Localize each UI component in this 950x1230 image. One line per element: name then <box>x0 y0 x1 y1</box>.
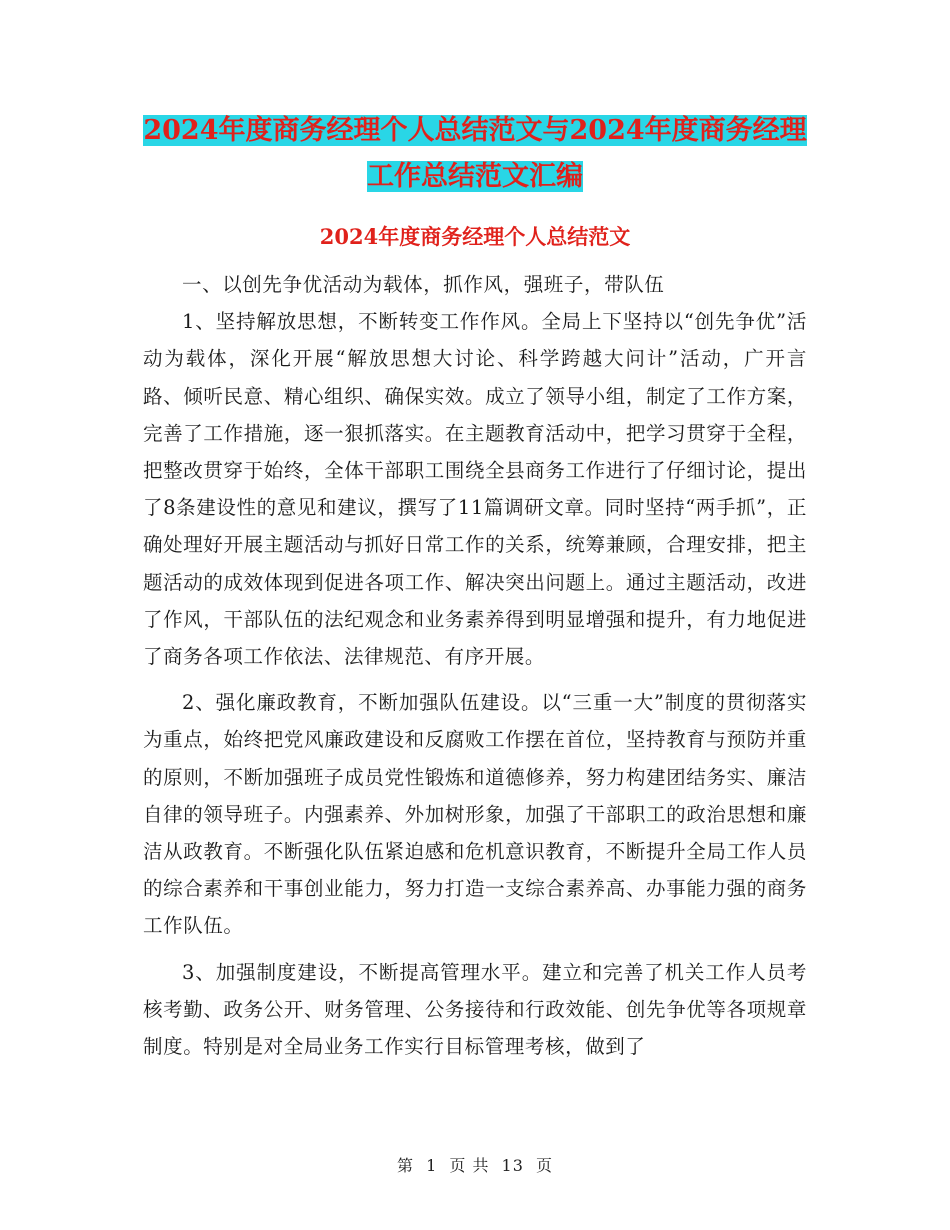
footer-page-number: 1 <box>426 1156 438 1175</box>
body-paragraph: 1、坚持解放思想，不断转变工作作风。全局上下坚持以“创先争优”活动为载体，深化开展“解放思想大讨论、科学跨越大问计”活动，广开言路、倾听民意、精心组织、确保实效。成立了领导小组，制定了工作方案，完善了工作措施，逐一狠抓落实。在主题教育活动中，把学习贯穿于全程，把整改贯穿于始终，全体干部职工围绕全县商务工作进行了仔细讨论，提出了8条建设性的意见和建议，撰写了11篇调研文章。同时坚持“两手抓”，正确处理好开展主题活动与抓好日常工作的关系，统筹兼顾，合理安排，把主题活动的成效体现到促进各项工作、解决突出问题上。通过主题活动，改进了作风，干部队伍的法纪观念和业务素养得到明显增强和提升，有力地促进了商务各项工作依法、法律规范、有序开展。 <box>143 310 807 669</box>
page-footer <box>0 1153 950 1176</box>
section-title: 2024年度商务经理个人总结范文 <box>319 224 631 249</box>
footer-suffix: 页 <box>536 1156 554 1175</box>
document-title <box>0 108 950 200</box>
document-body <box>143 266 807 1065</box>
document-title-line1: 2024年度商务经理个人总结范文与2024年度商务经理 <box>143 115 807 146</box>
body-paragraph: 2、强化廉政教育，不断加强队伍建设。以“三重一大”制度的贯彻落实为重点，始终把党风廉政建设和反腐败工作摆在首位，坚持教育与预防并重的原则，不断加强班子成员党性锻炼和道德修养，努力构建团结务实、廉洁自律的领导班子。内强素养、外加树形象，加强了干部职工的政治思想和廉洁从政教育。不断强化队伍紧迫感和危机意识教育，不断提升全局工作人员的综合素养和干事创业能力，努力打造一支综合素养高、办事能力强的商务工作队伍。 <box>143 691 807 938</box>
heading-paragraph: 一、以创先争优活动为载体，抓作风，强班子，带队伍 <box>182 273 665 296</box>
body-paragraph: 3、加强制度建设，不断提高管理水平。建立和完善了机关工作人员考核考勤、政务公开、财务管理、公务接待和行政效能、创先争优等各项规章制度。特别是对全局业务工作实行目标管理考核，做到了 <box>143 960 807 1059</box>
document-title-line2: 工作总结范文汇编 <box>367 161 583 192</box>
footer-middle: 页 共 <box>449 1156 490 1175</box>
footer-prefix: 第 <box>396 1156 414 1175</box>
footer-total-pages: 13 <box>501 1156 524 1175</box>
